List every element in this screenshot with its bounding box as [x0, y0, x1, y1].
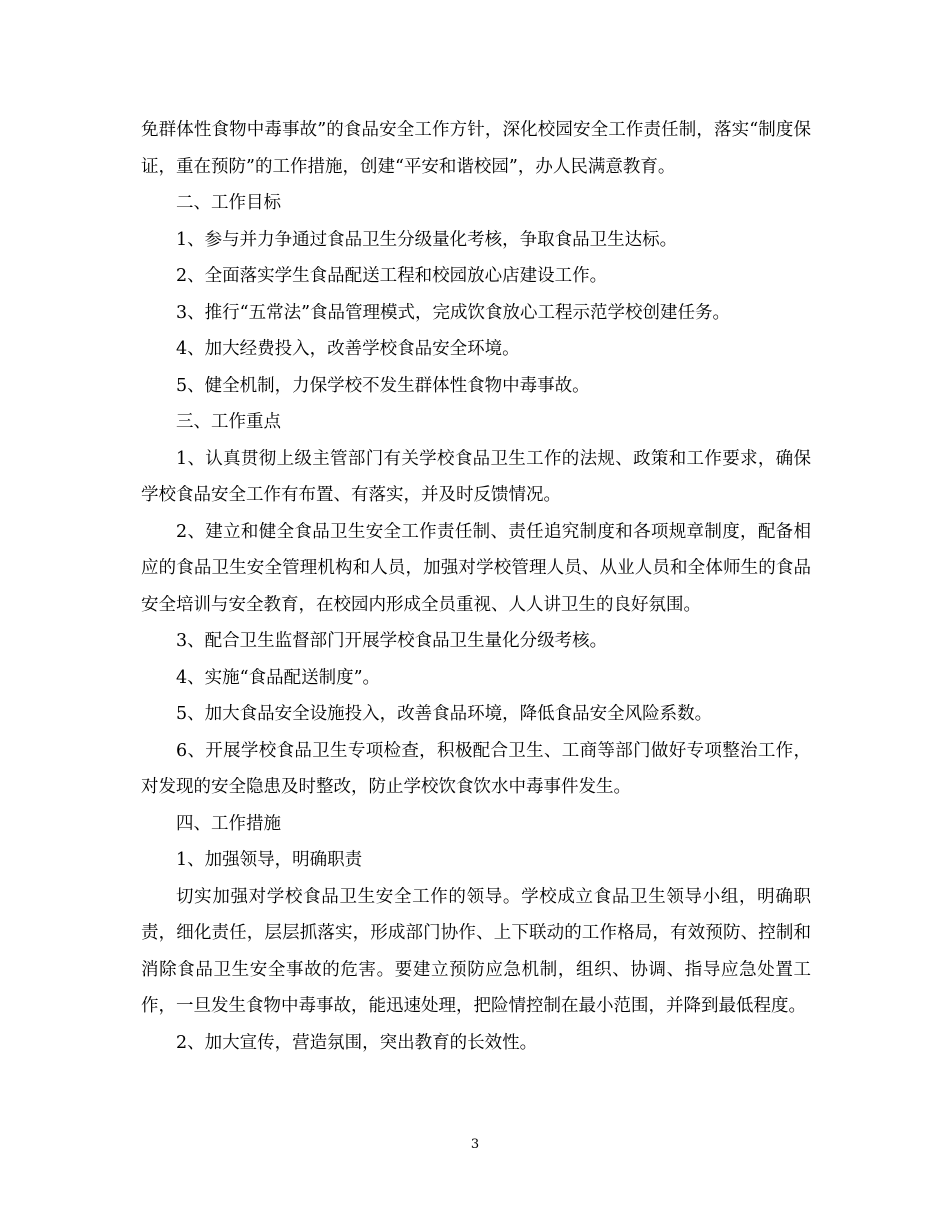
document-body	[141, 112, 811, 1061]
goal-item-2: 2、全面落实学生食品配送工程和校园放心店建设工作。	[176, 266, 608, 286]
page-number: 3	[470, 1137, 480, 1152]
goal-item-4: 4、加大经费投入，改善学校食品安全环境。	[176, 339, 520, 359]
section-heading-work-focus: 三、工作重点	[176, 412, 281, 432]
focus-item-4: 4、实施“食品配送制度”。	[176, 667, 381, 688]
section-heading-work-measures: 四、工作措施	[176, 813, 281, 834]
paragraph-1: 免群体性食物中毒事故”的食品安全工作方针，深化校园安全工作责任制，落实“制度保证，重在预防”的工作措施，创建“平安和谐校园”，办人民满意教育。	[141, 120, 811, 177]
focus-item-6: 6、开展学校食品卫生专项检查，积极配合卫生、工商等部门做好专项整治工作，对发现的安全隐患及时整改，防止学校饮食饮水中毒事件发生。	[141, 740, 811, 797]
measure-body-1: 切实加强对学校食品卫生安全工作的领导。学校成立食品卫生领导小组，明确职责，细化责任，层层抓落实，形成部门协作、上下联动的工作格局，有效预防、控制和消除食品卫生安全事故的危害。要建立预防应急机制，组织、协调、指导应急处置工作，一旦发生食物中毒事故，能迅速处理，把险情控制在最小范围，并降到最低程度。	[141, 886, 811, 1016]
focus-item-1: 1、认真贯彻上级主管部门有关学校食品卫生工作的法规、政策和工作要求，确保学校食品安全工作有布置、有落实，并及时反馈情况。	[141, 448, 811, 505]
focus-item-2: 2、建立和健全食品卫生安全工作责任制、责任追究制度和各项规章制度，配备相应的食品卫生安全管理机构和人员，加强对学校管理人员、从业人员和全体师生的食品安全培训与安全教育，在校园内形成全员重视、人人讲卫生的良好氛围。	[141, 521, 811, 615]
focus-item-5: 5、加大食品安全设施投入，改善食品环境，降低食品安全风险系数。	[176, 704, 713, 724]
goal-item-5: 5、健全机制，力保学校不发生群体性食物中毒事故。	[176, 375, 590, 396]
measure-heading-1: 1、加强领导，明确职责	[176, 850, 363, 870]
section-heading-work-goals: 二、工作目标	[176, 193, 281, 213]
focus-item-3: 3、配合卫生监督部门开展学校食品卫生量化分级考核。	[176, 631, 608, 651]
measure-heading-2: 2、加大宣传，营造氛围，突出教育的长效性。	[176, 1032, 538, 1053]
goal-item-1: 1、参与并力争通过食品卫生分级量化考核，争取食品卫生达标。	[176, 229, 678, 250]
goal-item-3: 3、推行“五常法”食品管理模式，完成饮食放心工程示范学校创建任务。	[176, 302, 731, 323]
